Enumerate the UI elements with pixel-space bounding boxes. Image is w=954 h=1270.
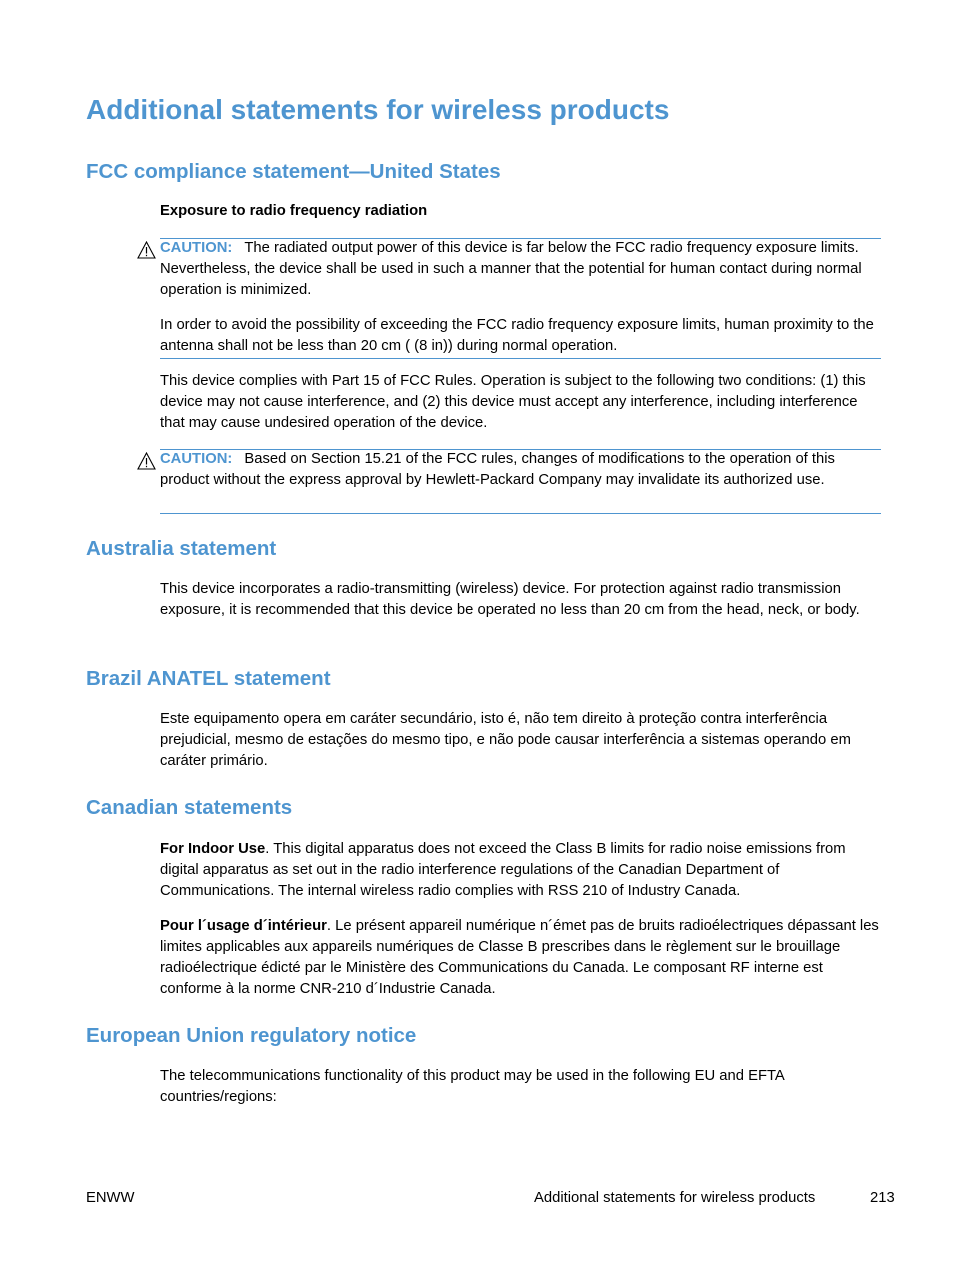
warning-triangle-icon bbox=[137, 452, 156, 470]
canada-p1-text: . This digital apparatus does not exceed the Class B limits for radio noise emissions from digital apparatus as set out in the radio interference regulations of the Canadian Department of Communications. The internal wireless radio complies with RSS 210 of Industry Canada. bbox=[160, 841, 846, 899]
brazil-text: Este equipamento opera em caráter secundário, isto é, não tem direito à proteção contra interferência prejudicial, mesmo de estações do mesmo tipo, e não pode causar interferência a sistemas operando em caráter primário. bbox=[160, 711, 851, 769]
page-number: 213 bbox=[870, 1190, 895, 1206]
canada-heading: Canadian statements bbox=[86, 796, 293, 819]
footer-left: ENWW bbox=[86, 1190, 135, 1206]
fcc-paragraph: This device complies with Part 15 of FCC Rules. Operation is subject to the following two conditions: (1) this device may not cause interference, and (2) this device must accept any interference, including interference that may cause undesired operation of the device. bbox=[160, 373, 866, 431]
caution-body-1: The radiated output power of this device is far below the FCC radio frequency exposure limits. Nevertheless, the device shall be used in such a manner that the potential for human contact during normal operation is minimized. bbox=[160, 240, 862, 298]
page-title: Additional statements for wireless products bbox=[86, 94, 670, 125]
caution-bottom-rule bbox=[160, 358, 881, 359]
brazil-heading: Brazil ANATEL statement bbox=[86, 667, 331, 690]
caution-label-1: CAUTION: bbox=[160, 240, 233, 256]
fcc-subheading: Exposure to radio frequency radiation bbox=[160, 203, 428, 219]
warning-triangle-icon bbox=[137, 241, 156, 259]
caution-text-2 bbox=[160, 449, 882, 491]
eu-text: The telecommunications functionality of this product may be used in the following EU and EFTA countries/regions: bbox=[160, 1068, 784, 1105]
canada-paragraph-2 bbox=[160, 916, 882, 1000]
caution-body-2: Based on Section 15.21 of the FCC rules, changes of modifications to the operation of this product without the express approval by Hewlett-Packard Company may invalidate its authorized use. bbox=[160, 451, 835, 488]
caution-bottom-rule bbox=[160, 513, 881, 514]
fcc-heading: FCC compliance statement—United States bbox=[86, 160, 501, 183]
caution-text-1 bbox=[160, 238, 882, 301]
canada-p2-bold: Pour l´usage d´intérieur bbox=[160, 918, 327, 934]
australia-text: This device incorporates a radio-transmitting (wireless) device. For protection against radio transmission exposure, it is recommended that this device be operated no less than 20 cm from the head, neck, or body. bbox=[160, 581, 860, 618]
eu-heading: European Union regulatory notice bbox=[86, 1024, 417, 1047]
caution-text-1b: In order to avoid the possibility of exceeding the FCC radio frequency exposure limits, human proximity to the antenna shall not be less than 20 cm ( (8 in)) during normal operation. bbox=[160, 317, 874, 354]
footer-section-title: Additional statements for wireless products bbox=[534, 1190, 816, 1206]
caution-label-2: CAUTION: bbox=[160, 451, 233, 467]
canada-p2-text: . Le présent appareil numérique n´émet pas de bruits radioélectriques dépassant les limites applicables aux appareils numériques de Classe B prescribes dans le règlement sur le brouillage radioélectrique édicté par le Ministère des Communications du Canada. Le composant RF interne est conforme à la norme CNR-210 d´Industrie Canada. bbox=[160, 918, 879, 997]
australia-heading: Australia statement bbox=[86, 537, 277, 560]
canada-p1-bold: For Indoor Use bbox=[160, 841, 266, 857]
canada-paragraph-1 bbox=[160, 839, 882, 902]
